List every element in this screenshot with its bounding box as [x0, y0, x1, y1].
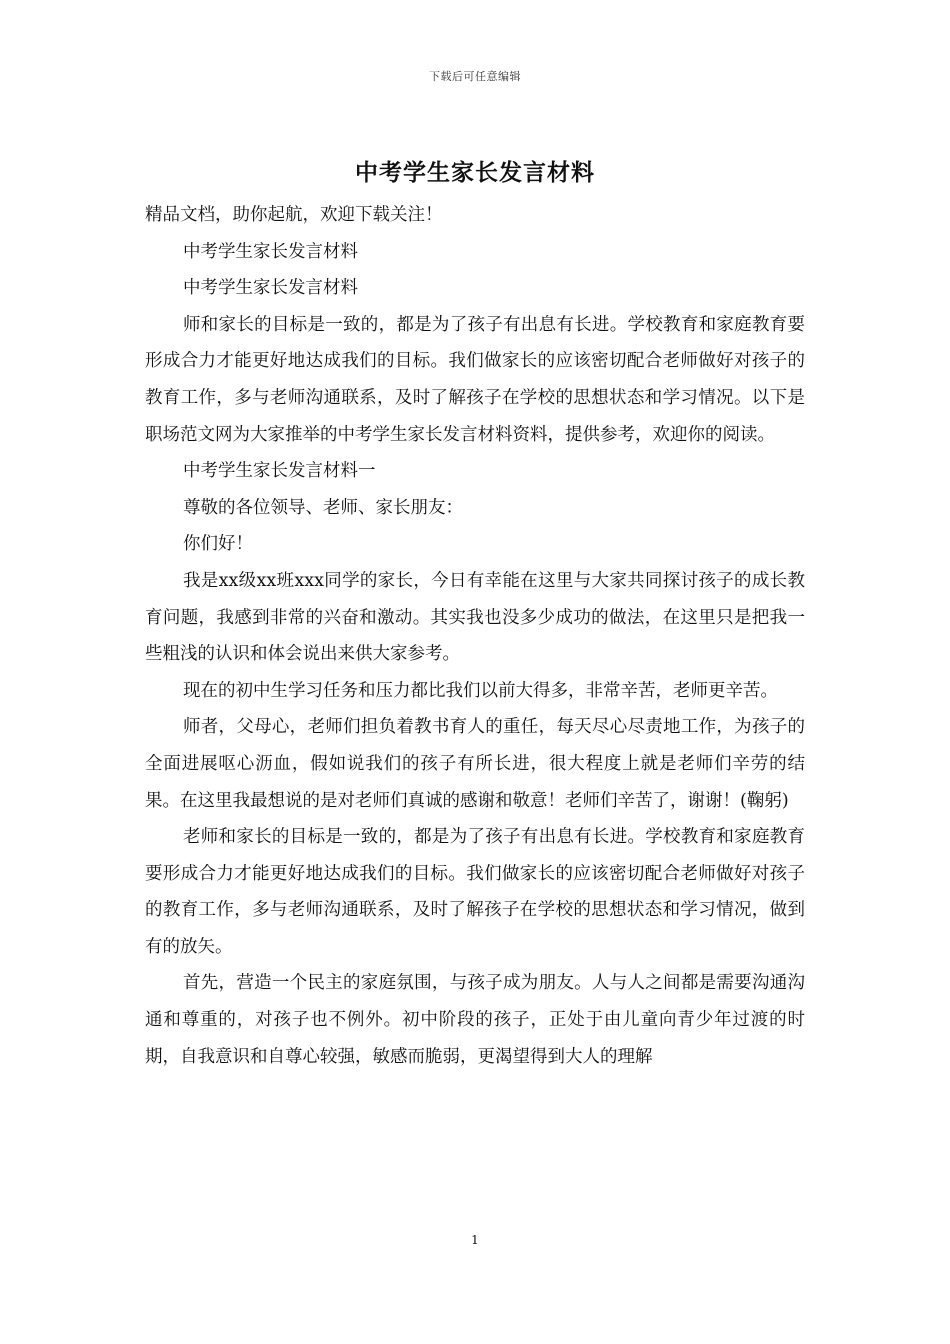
paragraph: 现在的初中生学习任务和压力都比我们以前大得多，非常辛苦，老师更辛苦。: [183, 680, 778, 701]
greeting: 你们好！: [183, 534, 253, 555]
paragraph: 老师和家长的目标是一致的，都是为了孩子有出息有长进。学校教育和家庭教育要形成合力才能更好地达成我们的目标。我们做家长的应该密切配合老师做好对孩子的教育工作，多与老师沟通联系，及时了解孩子在学校的思想状态和学习情况，做到有的放矢。: [145, 827, 805, 957]
section-heading: 中考学生家长发言材料一: [183, 461, 376, 482]
page-number: 1: [471, 1233, 479, 1247]
document-title: 中考学生家长发言材料: [355, 159, 595, 186]
paragraph: 我是xx级xx班xxx同学的家长，今日有幸能在这里与大家共同探讨孩子的成长教育问题，我感到非常的兴奋和激动。其实我也没多少成功的做法，在这里只是把我一些粗浅的认识和体会说出来供大家参考。: [145, 570, 805, 665]
paragraph: 首先，营造一个民主的家庭氛围，与孩子成为朋友。人与人之间都是需要沟通沟通和尊重的，对孩子也不例外。初中阶段的孩子，正处于由儿童向青少年过渡的时期，自我意识和自尊心较强，敏感而脆弱，更渴望得到大人的理解: [145, 973, 805, 1067]
paragraph: 师者，父母心，老师们担负着教书育人的重任，每天尽心尽责地工作，为孩子的全面进展呕心沥血，假如说我们的孩子有所长进，很大程度上就是老师们辛劳的结果。在这里我最想说的是对老师们真诚的感谢和敬意！老师们辛苦了，谢谢！(鞠躬): [145, 717, 805, 811]
salutation: 尊敬的各位领导、老师、家长朋友：: [183, 497, 463, 518]
intro-line: 精品文档，助你起航，欢迎下载关注！: [145, 205, 443, 225]
document-body: [145, 197, 805, 1075]
subtitle-line: 中考学生家长发言材料: [183, 241, 358, 262]
paragraph: 师和家长的目标是一致的，都是为了孩子有出息有长进。学校教育和家庭教育要形成合力才能更好地达成我们的目标。我们做家长的应该密切配合老师做好对孩子的教育工作，多与老师沟通联系，及时了解孩子在学校的思想状态和学习情况。以下是职场范文网为大家推举的中考学生家长发言材料资料，提供参考，欢迎你的阅读。: [145, 314, 805, 445]
header-note: 下载后可任意编辑: [429, 70, 521, 83]
subtitle-line: 中考学生家长发言材料: [183, 278, 358, 299]
